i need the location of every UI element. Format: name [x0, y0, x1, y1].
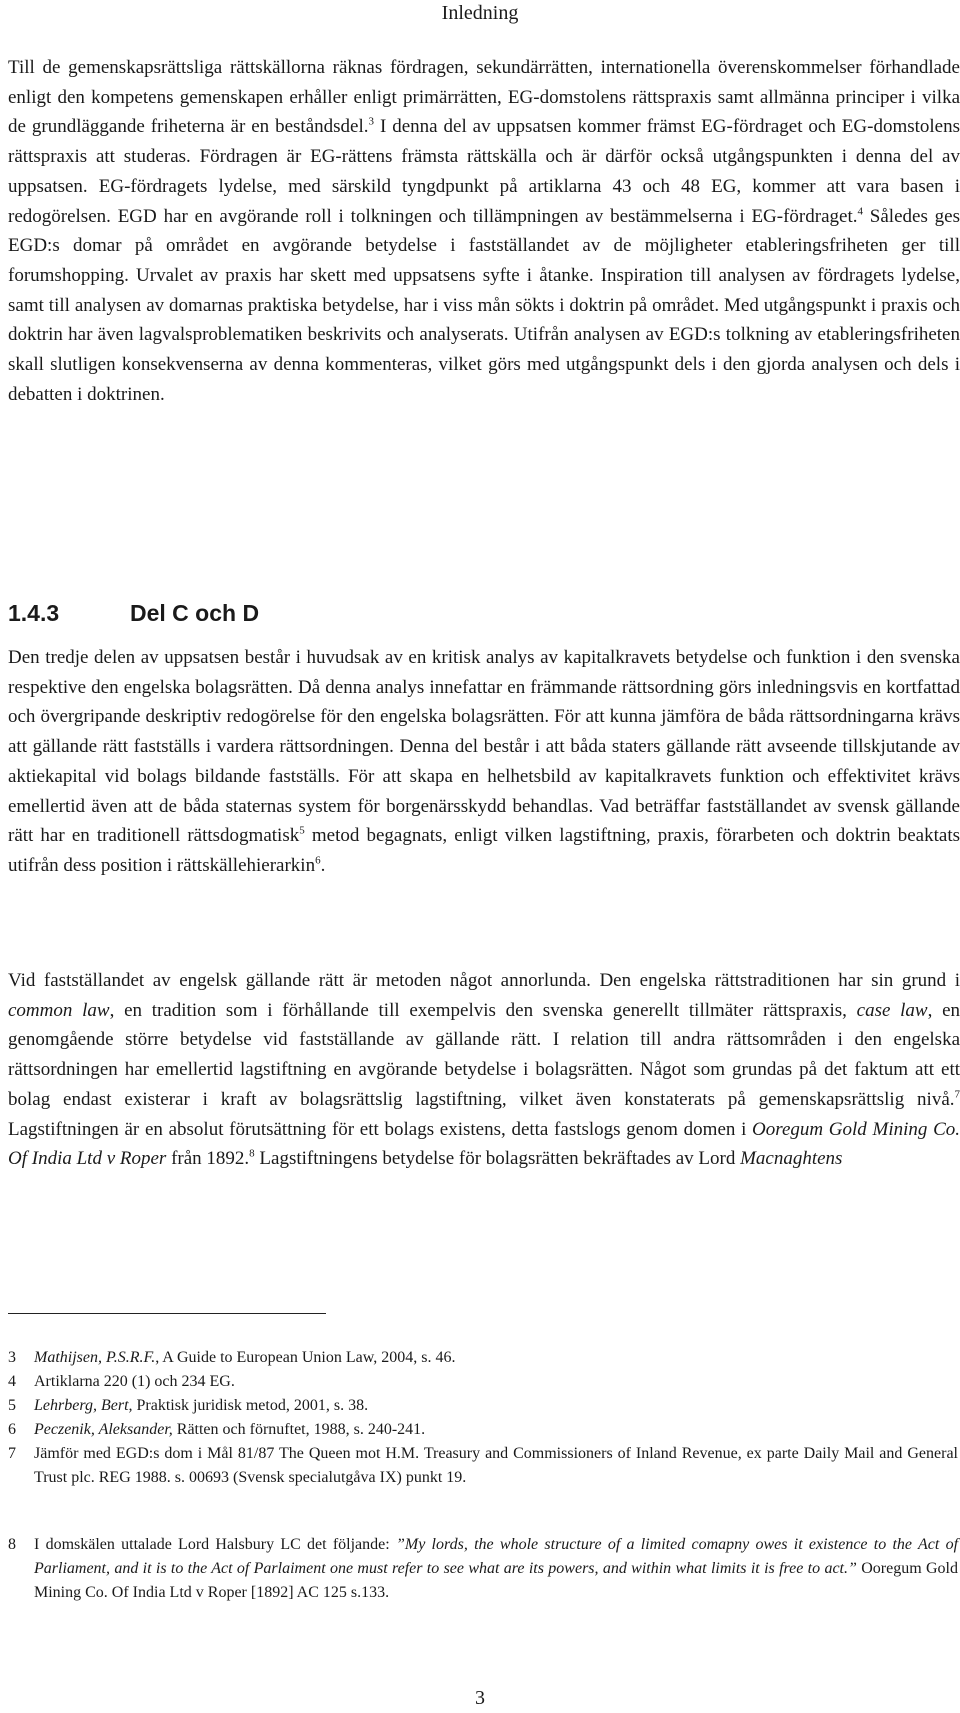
- page-number: 3: [475, 1687, 485, 1709]
- section-heading: [8, 600, 259, 627]
- lord-name: Macnaghtens: [740, 1148, 843, 1170]
- footnote-ref-7[interactable]: 7: [954, 1088, 960, 1101]
- section-number: 1.4.3: [8, 600, 60, 626]
- footnote-5: 5 Lehrberg, Bert, Praktisk juridisk metod, 2001, s. 38.: [8, 1397, 369, 1414]
- footnote-4: 4 Artiklarna 220 (1) och 234 EG.: [8, 1373, 235, 1390]
- footnote-ref-4[interactable]: 4: [857, 205, 863, 218]
- section-title: Del C och D: [130, 600, 260, 626]
- term-common-law: common law: [8, 999, 110, 1021]
- paragraph-english-law: Vid fastställandet av engelsk gällande rätt är metoden något annorlunda. Den engelska rättstraditionen har sin grund i common law, en tradition som i förhållande till exempelvis den svenska generellt tillmäter rättspraxis, case law, en genomgående större betydelse vid fastställande av gällande rätt. I relation till andra rättsområden i den engelska rättsordningen har emellertid lagstiftning en avgörande betydelse i bolagsrätten. Något som grundas på det faktum att ett bolag endast existerar i kraft av bolagsrättslig lagstiftning, vilket även konstaterats på gemenskapsrättslig nivå.$^7$ Lagstiftningen är en absolut förutsättning för ett bolags existens, detta fastslogs genom domen i Ooregum Gold Mining Co. Of India Ltd v Roper från 1892.$^8$ Lagstiftningens betydelse för bolagsrätten bekräftades av Lord Macnaghtens: [8, 970, 960, 1170]
- footnote-8: 8 I domskälen uttalade Lord Halsbury LC det följande: ”My lords, the whole structure of a limited comapny owes it existence to the Act of Parliament, and it is to the Act of Parlaiment one must refer to see what are its powers, and within what limits it is free to act.” Ooregum Gold Mining Co. Of India Ltd v Roper [1892] AC 125 s.133.: [8, 1536, 959, 1601]
- footnote-ref-6[interactable]: 6: [315, 854, 321, 867]
- footnote-ref-5[interactable]: 5: [299, 824, 305, 837]
- running-header: Inledning: [441, 2, 519, 24]
- footnote-7: 7 Jämför med EGD:s dom i Mål 81/87 The Queen mot H.M. Treasury and Commissioners of Inland Revenue, ex parte Daily Mail and General Trust plc. REG 1988. s. 00693 (Svensk specialutgåva IX) punkt 19.: [8, 1445, 958, 1486]
- footnote-3: 3 Mathijsen, P.S.R.F., A Guide to European Union Law, 2004, s. 46.: [8, 1349, 456, 1366]
- paragraph-sources: Till de gemenskapsrättsliga rättskällorna räknas fördragen, sekundärrätten, internationella överenskommelser förhandlade enligt den kompetens gemenskapen erhåller enligt primärrätten, EG-domstolens rättspraxis samt allmänna principer i vilka de grundläggande friheterna är en beståndsdel.$^3$ I denna del av uppsatsen kommer främst EG-fördraget och EG-domstolens rättspraxis att studeras. Fördragen är EG-rättens främsta rättskälla och är därför också utgångspunkten i denna del av uppsatsen. EG-fördragets lydelse, med särskild tyngdpunkt på artiklarna 43 och 48 EG, kommer att vara basen i redogörelsen. EGD har en avgörande roll i tolkningen och tillämpningen av bestämmelserna i EG-fördraget.$^4$ Således ges EGD:s domar på området en avgörande betydelse i fastställandet av de möjligheter etableringsfriheten ger till forumshopping. Urvalet av praxis har skett med uppsatsens syfte i åtanke. Inspiration till analysen av fördragets lydelse, samt till analysen av domarnas praktiska betydelse, har i viss mån sökts i doktrin på området. Med utgångspunkt i praxis och doktrin har även lagvalsproblematiken beskrivits och analyserats. Utifrån analysen av EGD:s tolkning av etableringsfriheten skall slutligen konsekvenserna av denna kommenteras, vilket görs med utgångspunkt dels i den gjorda analysen och dels i debatten i doktrinen.: [8, 57, 960, 405]
- footnote-ref-3[interactable]: 3: [368, 116, 374, 129]
- term-case-law: case law: [856, 999, 928, 1021]
- footnote-separator: [8, 1313, 326, 1314]
- footnote-ref-8[interactable]: 8: [249, 1147, 255, 1160]
- case-name: Ooregum Gold Mining Co. Of India Ltd v Roper: [8, 1118, 960, 1170]
- footnote-6: 6 Peczenik, Aleksander, Rätten och förnuftet, 1988, s. 240-241.: [8, 1421, 426, 1438]
- paragraph-part-c: Den tredje delen av uppsatsen består i huvudsak av en kritisk analys av kapitalkravets betydelse och funktion i den svenska respektive den engelska bolagsrätten. Då denna analys innefattar en främmande rättsordning görs inledningsvis en kortfattad och övergripande deskriptiv redogörelse för den engelska bolagsrätten. För att kunna jämföra de båda rättsordningarna krävs att gällande rätt fastställs i vardera rättsordningen. Denna del består i att båda staters gällande rätt avseende tillskjutande av aktiekapital vid bolags bildande fastställs. För att skapa en helhetsbild av kapitalkravets funktion och effektivitet krävs emellertid även att de båda staternas system för borgenärsskydd behandlas. Vad beträffar fastställandet av svensk gällande rätt har en traditionell rättsdogmatisk$^5$ metod begagnats, enligt vilken lagstiftning, praxis, förarbeten och doktrin beaktats utifrån dess position i rättskällehierarkin$^6$.: [8, 647, 960, 876]
